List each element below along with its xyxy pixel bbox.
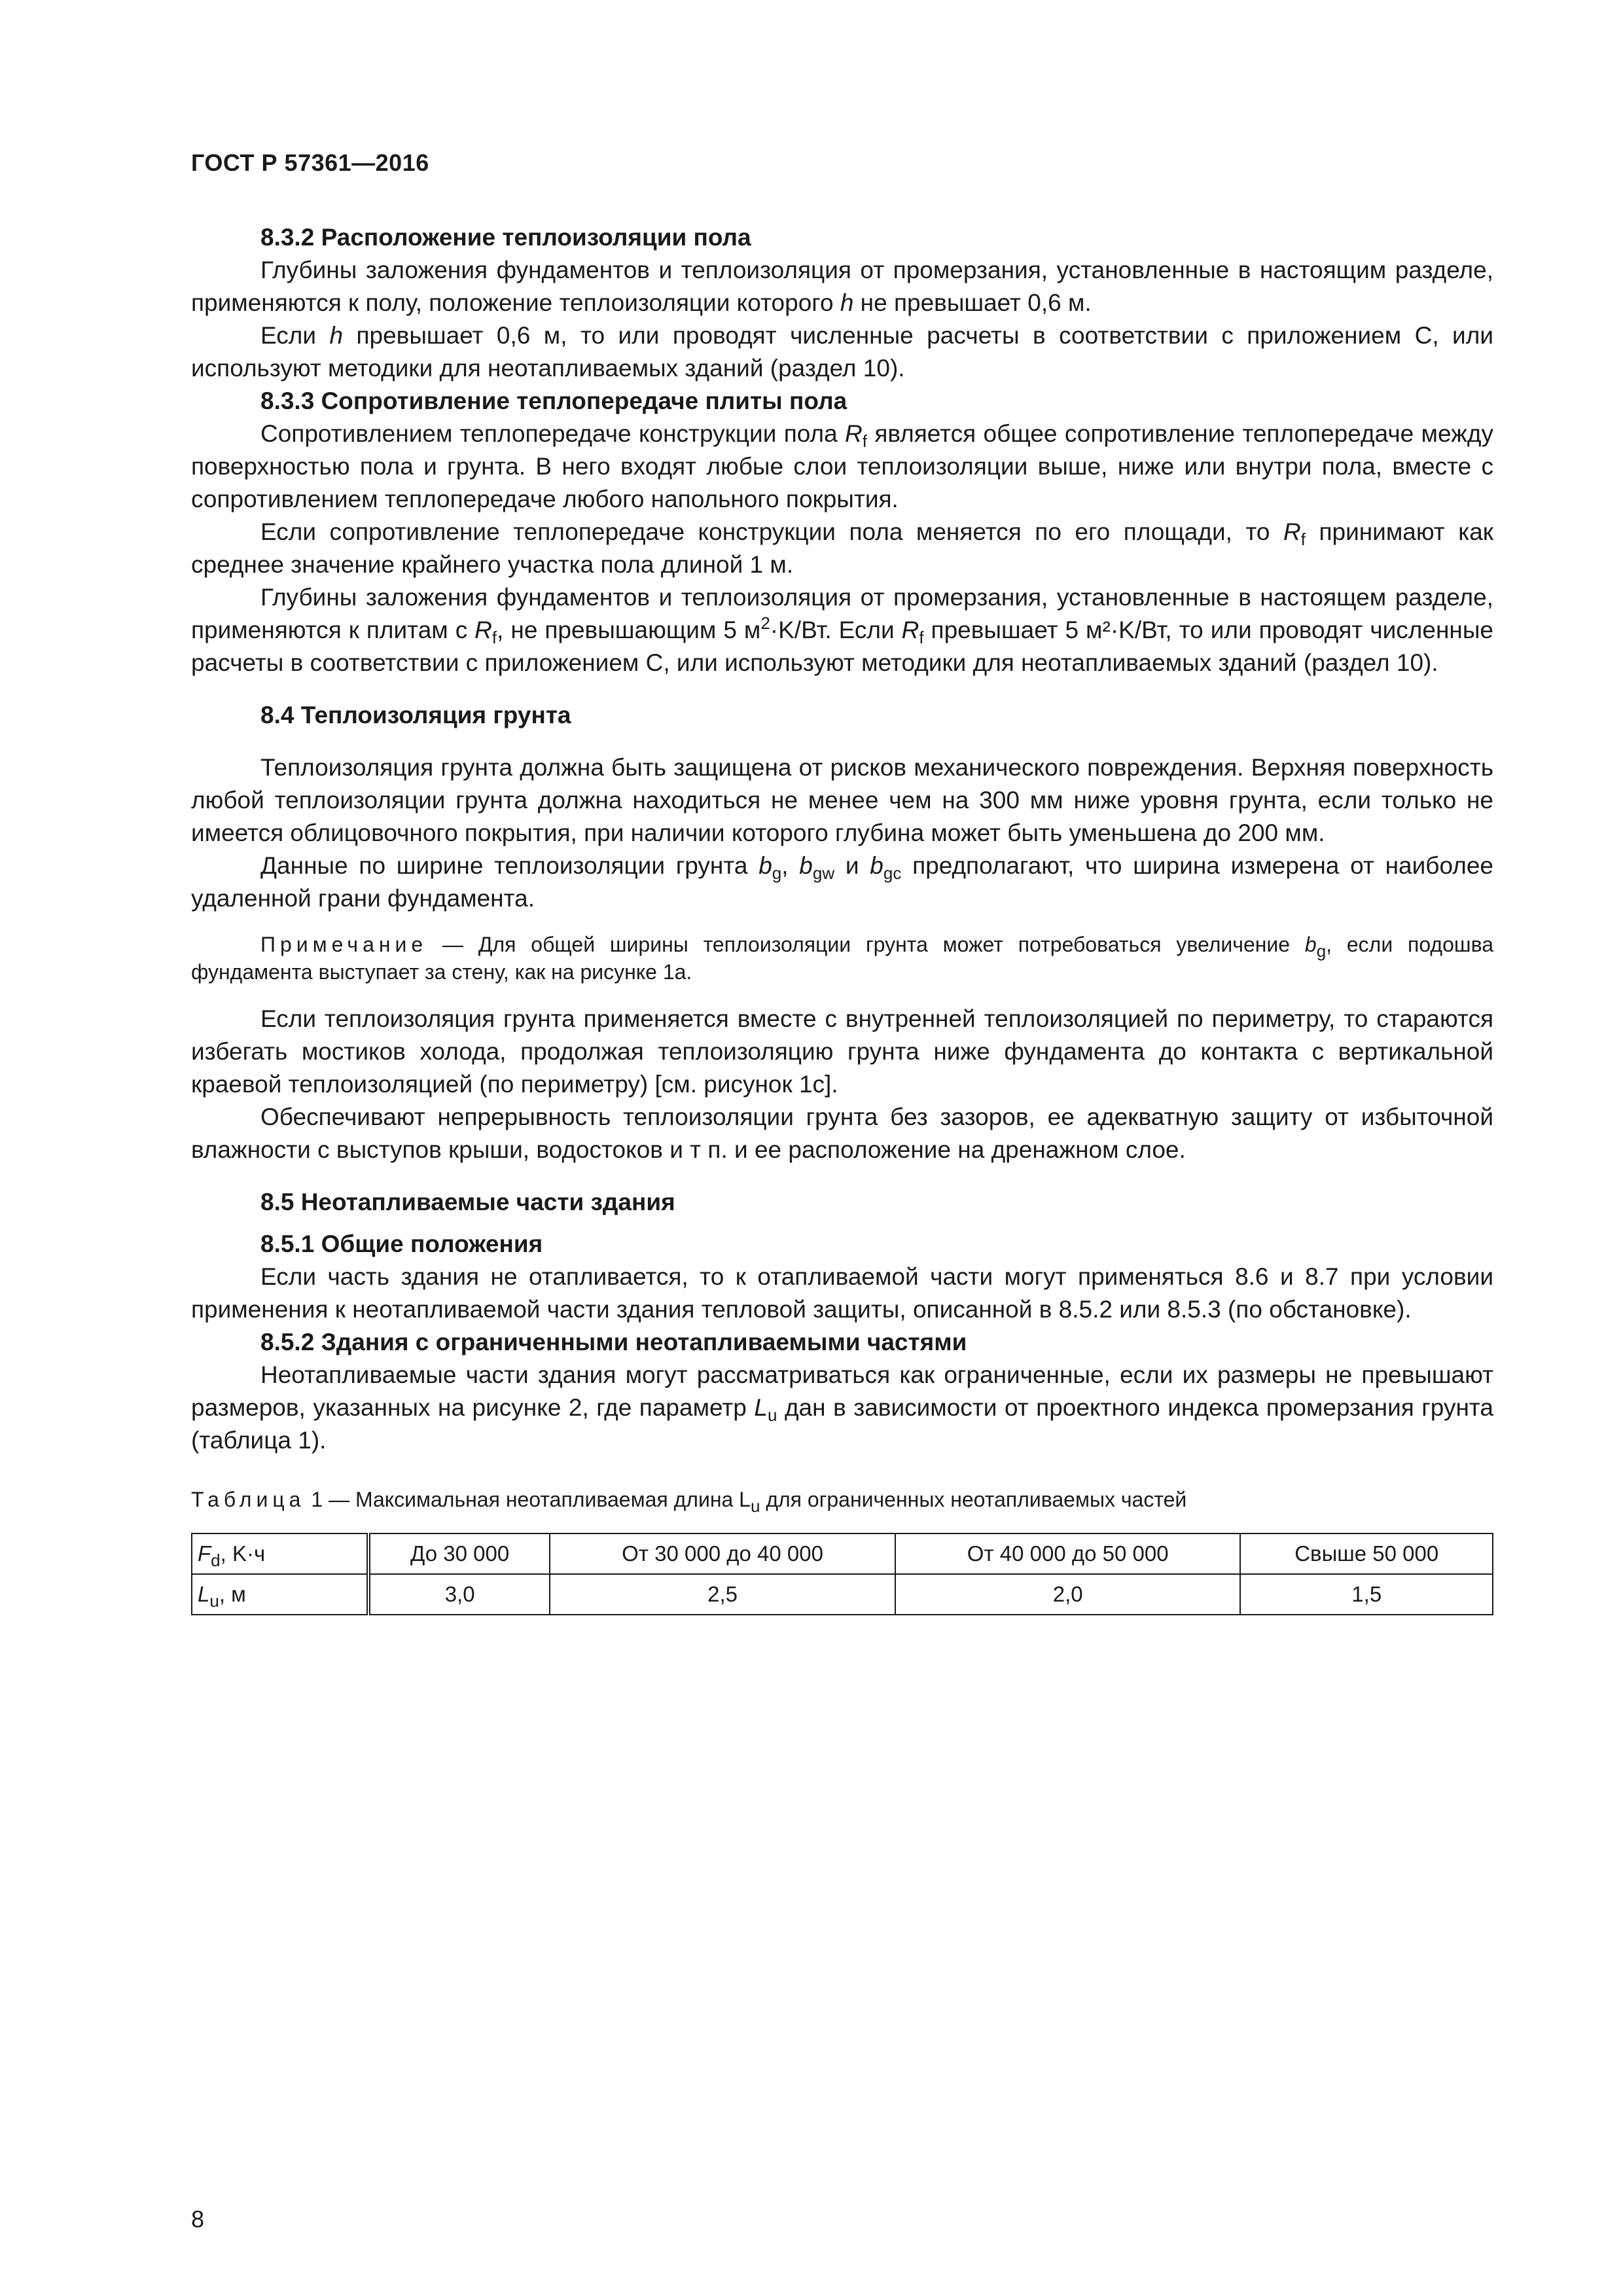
section-8-3-2-heading: 8.3.2 Расположение теплоизоляции пола xyxy=(260,224,751,251)
table-caption: Таблица 1 — Максимальная неотапливаемая длина $L_u$ для ограниченных неотапливаемых частей xyxy=(191,1488,1187,1516)
paragraph: Обеспечивают непрерывность теплоизоляции грунта без зазоров, ее адекватную защиту от избыточной влажности с выступов крыши, водостоков и т п. и ее расположение на дренажном слое. xyxy=(191,1103,1493,1163)
page-number: 8 xyxy=(191,2206,205,2233)
section-8-5-1-heading: 8.5.1 Общие положения xyxy=(260,1230,543,1257)
table-cell: До 30 000 xyxy=(368,1534,550,1574)
paragraph: Сопротивлением теплопередаче конструкции пола $R_f$ является общее сопротивление теплопередаче между поверхностью пола и грунта. В него входят любые слои теплоизоляции выше, ниже или внутри пола, вместе с сопротивлением теплопередаче любого напольного покрытия. xyxy=(191,420,1493,512)
row-header: $L_u$, м xyxy=(192,1574,368,1615)
table-cell: От 40 000 до 50 000 xyxy=(895,1534,1241,1574)
section-8-5-2-heading: 8.5.2 Здания с ограниченными неотапливаемыми частями xyxy=(260,1329,967,1355)
paragraph: Теплоизоляция грунта должна быть защищена от рисков механического повреждения. Верхняя поверхность любой теплоизоляции грунта должна находиться не менее чем на 300 мм ниже уровня грунта, если только не имеется облицовочного покрытия, при наличии которого глубина может быть уменьшена до 200 мм. xyxy=(191,754,1493,846)
paragraph: Глубины заложения фундаментов и теплоизоляция от промерзания, установленные в настоящим разделе, применяются к полу, положение теплоизоляции которого h не превышает 0,6 м. xyxy=(191,257,1493,316)
table-cell: Свыше 50 000 xyxy=(1240,1534,1493,1574)
paragraph: Если часть здания не отапливается, то к отапливаемой части могут применяться 8.6 и 8.7 при условии применения к неотапливаемой части здания тепловой защиты, описанной в 8.5.2 или 8.5.3 (по обстановке). xyxy=(191,1263,1493,1323)
paragraph: Неотапливаемые части здания могут рассматриваться как ограниченные, если их размеры не превышают размеров, указанных на рисунке 2, где параметр $L_u$ дан в зависимости от проектного индекса промерзания грунта (таблица 1). xyxy=(191,1361,1493,1454)
paragraph: Данные по ширине теплоизоляции грунта $b_g$, $b_{gw}$ и $b_{gc}$ предполагают, что ширина измерена от наиболее удаленной грани фундамента. xyxy=(191,852,1493,912)
table-row xyxy=(192,1534,1493,1574)
row-header: $F_d$, K·ч xyxy=(192,1534,368,1574)
paragraph: Если теплоизоляция грунта применяется вместе с внутренней теплоизоляцией по периметру, то стараются избегать мостиков холода, продолжая теплоизоляцию грунта ниже фундамента до контакта с вертикальной краевой теплоизоляцией (по периметру) [см. рисунок 1c]. xyxy=(191,1005,1493,1098)
table-cell: 3,0 xyxy=(368,1574,550,1615)
note: Примечание — Для общей ширины теплоизоляции грунта может потребоваться увеличение $b_g$, если подошва фундамента выступает за стену, как на рисунке 1а. xyxy=(191,933,1494,984)
section-8-3-3-heading: 8.3.3 Сопротивление теплопередаче плиты пола xyxy=(260,387,847,414)
table-cell: 2,0 xyxy=(895,1574,1241,1615)
section-8-4-heading: 8.4 Теплоизоляция грунта xyxy=(260,702,571,728)
document-header: ГОСТ Р 57361—2016 xyxy=(191,149,429,176)
table-1 xyxy=(191,1533,1493,1615)
paragraph: Если h превышает 0,6 м, то или проводят численные расчеты в соответствии с приложением С, или используют методики для неотапливаемых зданий (раздел 10). xyxy=(191,322,1493,382)
table-cell: 1,5 xyxy=(1240,1574,1493,1615)
paragraph: Если сопротивление теплопередаче конструкции пола меняется по его площади, то $R_f$ принимают как среднее значение крайнего участка пола длиной 1 м. xyxy=(191,518,1493,578)
table-cell: 2,5 xyxy=(550,1574,895,1615)
paragraph: Глубины заложения фундаментов и теплоизоляция от промерзания, установленные в настоящем разделе, применяются к плитам с $R_f$, не превышающим 5 $м^2\cdot K/Вт$. Если $R_f$ превышает 5 м²·K/Вт, то или проводят численные расчеты в соответствии с приложением С, или используют методики для неотапливаемых зданий (раздел 10). xyxy=(191,584,1493,676)
section-8-5-heading: 8.5 Неотапливаемые части здания xyxy=(260,1189,675,1215)
table-row xyxy=(192,1574,1493,1615)
page-content xyxy=(191,221,1493,1615)
table-cell: От 30 000 до 40 000 xyxy=(550,1534,895,1574)
